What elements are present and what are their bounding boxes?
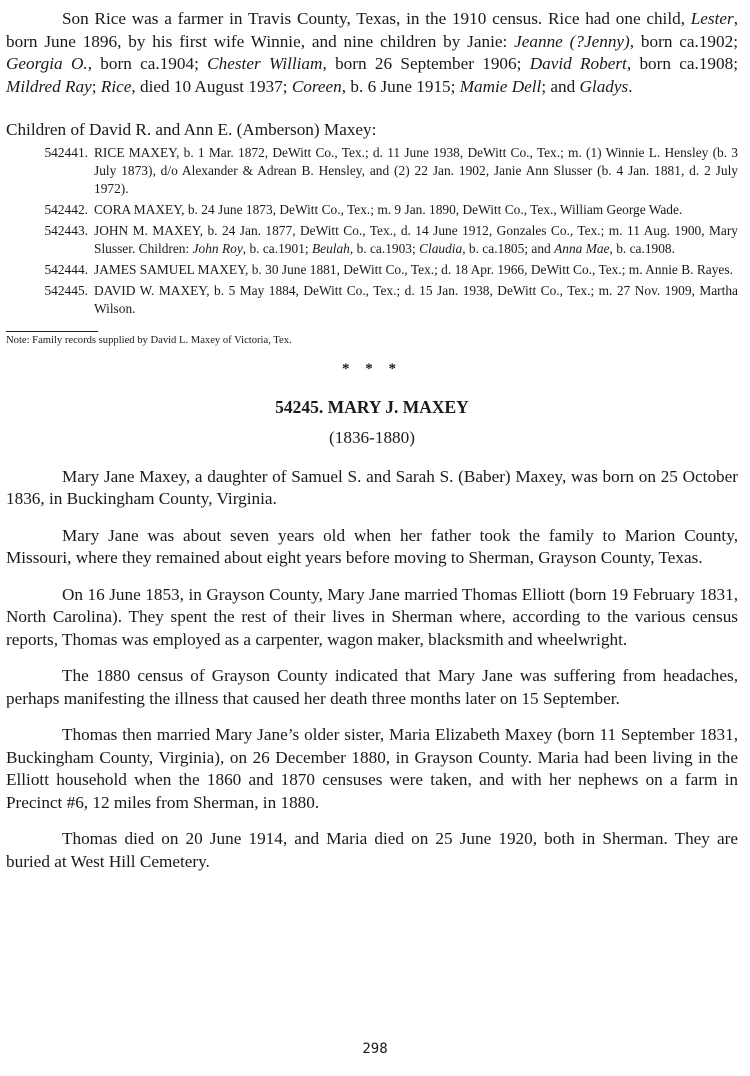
intro-paragraph: Son Rice was a farmer in Travis County, Texas, in the 1910 census. Rice had one child, Lester, born June 1896, by his first wife Winnie, and nine children by Janie: Jeanne (?Jenny), born ca.1902; Georgia O., born ca.1904; Chester William, born 26 September 1906; David Robert, born ca.1908; Mildred Ray; Rice, died 10 August 1937; Coreen, b. 6 June 1915; Mamie Dell; and Gladys. [6,9,738,96]
child-entry [6,222,738,258]
document-page [6,8,738,887]
italic-name: Mildred Ray [6,76,92,96]
body-paragraph: On 16 June 1853, in Grayson County, Mary Jane married Thomas Elliott (born 19 February 1831, North Carolina). They spent the rest of their lives in Sherman where, according to the various census reports, Thomas was employed as a carpenter, wagon maker, blacksmith and wheelwright. [6,584,738,649]
section-title: 54245. MARY J. MAXEY [275,396,469,417]
child-entry [6,201,738,219]
section-dates: (1836-1880) [329,427,415,447]
italic-name: Anna Mae [554,240,610,256]
child-entry [6,261,738,279]
italic-name: Jeanne (?Jenny) [514,31,630,51]
italic-name: Claudia [419,240,463,256]
child-number: 542444. [44,261,88,277]
italic-name: David Robert [529,54,627,73]
child-number: 542445. [44,282,88,298]
italic-name: Beulah [311,240,350,256]
child-text: DAVID W. MAXEY, b. 5 May 1884, DeWitt Co., Tex.; d. 15 Jan. 1938, DeWitt Co., Tex.; m. 27 Nov. 1909, Martha Wilson. [94,282,738,316]
child-number: 542442. [44,201,88,217]
body-paragraph: Mary Jane was about seven years old when her father took the family to Marion County, Missouri, where they remained about eight years before moving to Sherman, Grayson County, Texas. [6,525,738,567]
section-separator: * * * [342,360,402,377]
italic-name: Georgia O. [6,54,88,73]
body-paragraph: Thomas died on 20 June 1914, and Maria died on 25 June 1920, both in Sherman. They are buried at West Hill Cemetery. [6,829,738,871]
children-list [6,144,738,318]
child-text: JOHN M. MAXEY, b. 24 Jan. 1877, DeWitt Co., Tex., d. 14 June 1912, Gonzales Co., Tex.; m. 11 Aug. 1900, Mary Slusser. Children: John Roy, b. ca.1901; Beulah, b. ca.1903; Claudia, b. ca.1805; and Anna Mae, b. ca.1908. [94,222,738,256]
italic-name: Coreen [291,76,342,96]
footnote-rule [6,331,98,332]
italic-name: Rice [100,76,132,96]
italic-name: Chester William [207,54,323,73]
italic-name: John Roy [192,240,243,256]
italic-name: Gladys [579,76,629,96]
footnote-note: Note: Family records supplied by David L. Maxey of Victoria, Tex. [6,334,292,346]
child-text: CORA MAXEY, b. 24 June 1873, DeWitt Co., Tex.; m. 9 Jan. 1890, DeWitt Co., Tex., William George Wade. [94,201,683,217]
children-heading: Children of David R. and Ann E. (Amberson) Maxey: [6,120,377,139]
child-text: RICE MAXEY, b. 1 Mar. 1872, DeWitt Co., Tex.; d. 11 June 1938, DeWitt Co., Tex.; m. (1) Winnie L. Hensley (b. 3 July 1873), d/o Alexander & Adrean B. Hensley, and (2) 22 Jan. 1902, Janie Ann Slusser (b. 4 Jan. 1881, d. 2 July 1972). [94,144,738,196]
child-entry [6,282,738,318]
page-number: 298 [362,1041,388,1057]
body-paragraph: Thomas then married Mary Jane’s older sister, Maria Elizabeth Maxey (born 11 September 1831, Buckingham County, Virginia), on 26 December 1880, in Grayson County. Maria had been living in the Elliott household when the 1860 and 1870 censuses were taken, and with her nephews on a farm in Precinct #6, 12 miles from Sherman, in 1880. [6,725,738,812]
italic-name: Lester [690,9,734,28]
child-entry [6,144,738,198]
child-number: 542441. [44,144,88,160]
body-paragraph: Mary Jane Maxey, a daughter of Samuel S. and Sarah S. (Baber) Maxey, was born on 25 October 1836, in Buckingham County, Virginia. [6,466,738,508]
child-number: 542443. [44,222,88,238]
child-text: JAMES SAMUEL MAXEY, b. 30 June 1881, DeWitt Co., Tex.; d. 18 Apr. 1966, DeWitt Co., Tex.; m. Annie B. Rayes. [94,261,733,277]
body-paragraph: The 1880 census of Grayson County indicated that Mary Jane was suffering from headaches, perhaps manifesting the illness that caused her death three months later on 15 September. [6,666,738,708]
italic-name: Mamie Dell [459,76,542,96]
